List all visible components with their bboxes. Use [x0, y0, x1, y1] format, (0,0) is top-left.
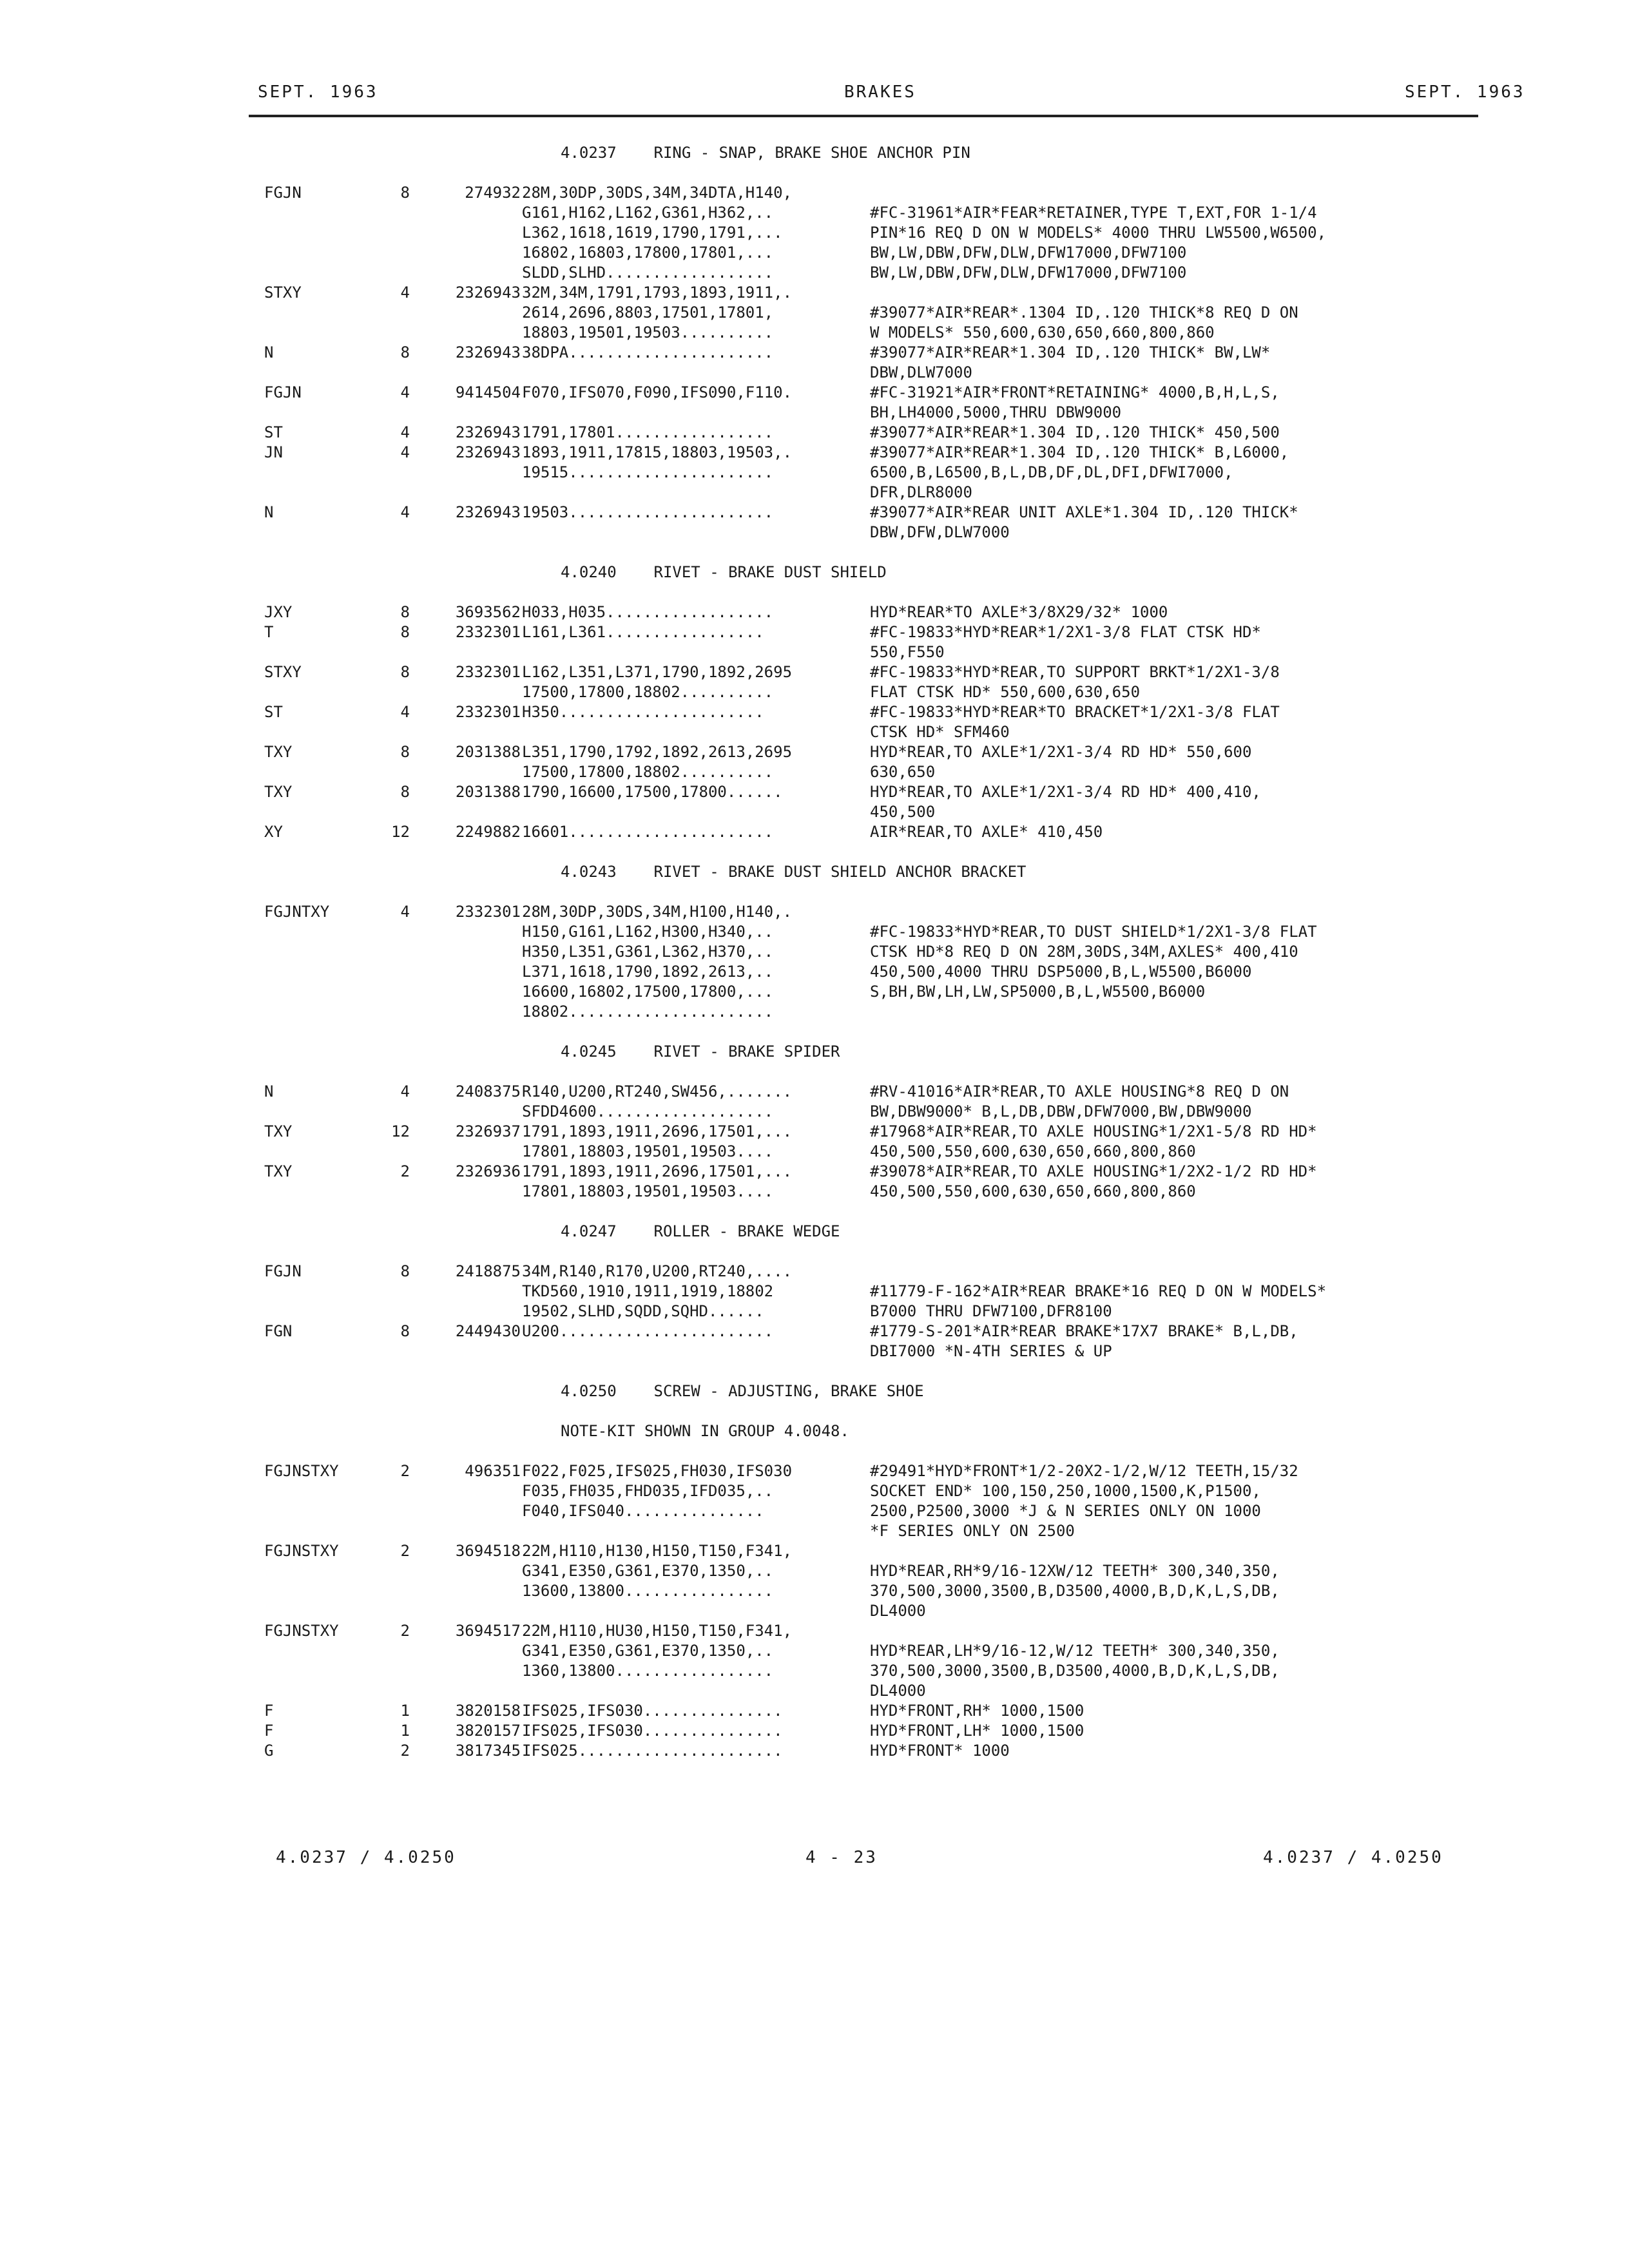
- section-note-line: [264, 1421, 1489, 1441]
- entry-line: [264, 1661, 1489, 1681]
- quantity: 2: [400, 1462, 410, 1480]
- remarks: DBW,DFW,DLW7000: [870, 523, 1010, 541]
- part-number: 2326943: [455, 503, 521, 521]
- model-codes: T: [264, 623, 274, 641]
- footer-range-right: 4.0237 / 4.0250: [1263, 1848, 1443, 1867]
- model-codes: F: [264, 1722, 274, 1740]
- remarks: #39077*AIR*REAR UNIT AXLE*1.304 ID,.120 THICK*: [870, 503, 1298, 521]
- remarks: CTSK HD*8 REQ D ON 28M,30DS,34M,AXLES* 400,410: [870, 943, 1298, 961]
- remarks: #FC-31961*AIR*FEAR*RETAINER,TYPE T,EXT,FOR 1-1/4: [870, 204, 1317, 222]
- entry-line: [264, 742, 1489, 762]
- model-list: TKD560,1910,1911,1919,18802: [522, 1282, 774, 1300]
- model-list: 2614,2696,8803,17501,17801,: [522, 303, 774, 322]
- quantity: 1: [400, 1722, 410, 1740]
- model-list: G341,E350,G361,E370,1350,..: [522, 1562, 774, 1580]
- section-caption: 4.0240 RIVET - BRAKE DUST SHIELD: [561, 563, 887, 581]
- model-list: L351,1790,1792,1892,2613,2695: [522, 743, 793, 761]
- remarks: #39078*AIR*REAR,TO AXLE HOUSING*1/2X2-1/2 RD HD*: [870, 1162, 1317, 1180]
- remarks: #39077*AIR*REAR*1.304 ID,.120 THICK* BW,LW*: [870, 343, 1271, 361]
- entry-line: [264, 1122, 1489, 1142]
- entry-line: [264, 403, 1489, 423]
- entry-line: [264, 343, 1489, 363]
- part-number: 3694518: [455, 1542, 521, 1560]
- section-caption-line: [264, 1042, 1489, 1062]
- model-codes: N: [264, 503, 274, 521]
- model-codes: JN: [264, 443, 283, 461]
- entry-line: [264, 1461, 1489, 1481]
- entry-line: [264, 642, 1489, 662]
- remarks: DL4000: [870, 1682, 926, 1700]
- spacer: [264, 842, 1489, 862]
- section-caption: 4.0245 RIVET - BRAKE SPIDER: [561, 1043, 840, 1061]
- remarks: 450,500,550,600,630,650,660,800,860: [870, 1182, 1196, 1200]
- entry-line: [264, 1102, 1489, 1122]
- part-number: 2326943: [455, 284, 521, 302]
- model-codes: N: [264, 343, 274, 361]
- remarks: HYD*REAR,TO AXLE*1/2X1-3/4 RD HD* 550,600: [870, 743, 1252, 761]
- remarks: S,BH,BW,LH,LW,SP5000,B,L,W5500,B6000: [870, 983, 1206, 1001]
- model-list: G161,H162,L162,G361,H362,..: [522, 204, 774, 222]
- part-number: 2326943: [455, 343, 521, 361]
- model-codes: TXY: [264, 1162, 293, 1180]
- header-date-left: SEPT. 1963: [258, 82, 378, 102]
- header-date-right: SEPT. 1963: [1405, 82, 1525, 102]
- entry-line: [264, 1601, 1489, 1621]
- entry-line: [264, 902, 1489, 922]
- section-caption-line: [264, 862, 1489, 882]
- model-codes: FGN: [264, 1322, 293, 1340]
- part-number: 2408375: [455, 1082, 521, 1100]
- quantity: 4: [400, 503, 410, 521]
- model-list: H350,L351,G361,L362,H370,..: [522, 943, 774, 961]
- entry-line: [264, 363, 1489, 383]
- part-number: 2326943: [455, 443, 521, 461]
- model-list: 1893,1911,17815,18803,19503,.: [522, 443, 793, 461]
- footer-range-left: 4.0237 / 4.0250: [276, 1848, 456, 1867]
- spacer: [264, 1441, 1489, 1461]
- part-number: 2332301: [455, 703, 521, 721]
- quantity: 4: [400, 903, 410, 921]
- model-list: L162,L351,L371,1790,1892,2695: [522, 663, 793, 681]
- entry-line: [264, 722, 1489, 742]
- entry-line: [264, 662, 1489, 682]
- part-number: 2326936: [455, 1162, 521, 1180]
- model-list: 34M,R140,R170,U200,RT240,....: [522, 1262, 793, 1280]
- model-codes: TXY: [264, 743, 293, 761]
- part-number: 274932: [465, 184, 521, 202]
- remarks: HYD*REAR,LH*9/16-12,W/12 TEETH* 300,340,350,: [870, 1642, 1280, 1660]
- remarks: BW,LW,DBW,DFW,DLW,DFW17000,DFW7100: [870, 244, 1187, 262]
- remarks: DL4000: [870, 1602, 926, 1620]
- spacer: [264, 1202, 1489, 1222]
- model-list: G341,E350,G361,E370,1350,..: [522, 1642, 774, 1660]
- model-codes: FGJNSTXY: [264, 1542, 339, 1560]
- entry-line: [264, 443, 1489, 463]
- model-codes: FGJN: [264, 383, 302, 401]
- model-codes: STXY: [264, 663, 302, 681]
- part-number: 9414504: [455, 383, 521, 401]
- section-note: NOTE-KIT SHOWN IN GROUP 4.0048.: [561, 1422, 849, 1440]
- entry-line: [264, 762, 1489, 782]
- model-codes: TXY: [264, 1122, 293, 1140]
- entry-line: [264, 1721, 1489, 1741]
- entry-line: [264, 702, 1489, 722]
- model-list: F070,IFS070,F090,IFS090,F110.: [522, 383, 793, 401]
- remarks: 630,650: [870, 763, 936, 781]
- model-list: 1791,17801.................: [522, 423, 774, 441]
- entry-line: [264, 1681, 1489, 1701]
- remarks: #17968*AIR*REAR,TO AXLE HOUSING*1/2X1-5/8 RD HD*: [870, 1122, 1317, 1140]
- model-list: F040,IFS040...............: [522, 1502, 764, 1520]
- remarks: W MODELS* 550,600,630,650,660,800,860: [870, 323, 1215, 341]
- model-codes: G: [264, 1742, 274, 1760]
- part-number: 2449430: [455, 1322, 521, 1340]
- quantity: 8: [400, 603, 410, 621]
- model-list: H033,H035..................: [522, 603, 774, 621]
- model-list: 22M,H110,HU30,H150,T150,F341,: [522, 1622, 793, 1640]
- model-list: 22M,H110,H130,H150,T150,F341,: [522, 1542, 793, 1560]
- model-list: 38DPA......................: [522, 343, 774, 361]
- entry-line: [264, 243, 1489, 263]
- spacer: [264, 1242, 1489, 1262]
- entry-line: [264, 263, 1489, 283]
- quantity: 8: [400, 623, 410, 641]
- model-list: SFDD4600...................: [522, 1102, 774, 1120]
- entry-line: [264, 682, 1489, 702]
- quantity: 8: [400, 1262, 410, 1280]
- remarks: 6500,B,L6500,B,L,DB,DF,DL,DFI,DFWI7000,: [870, 463, 1233, 481]
- entry-line: [264, 483, 1489, 503]
- remarks: 370,500,3000,3500,B,D3500,4000,B,D,K,L,S,DB,: [870, 1662, 1280, 1680]
- model-list: F035,FH035,FHD035,IFD035,..: [522, 1482, 774, 1500]
- part-number: 2031388: [455, 743, 521, 761]
- quantity: 8: [400, 184, 410, 202]
- entry-line: [264, 1302, 1489, 1321]
- model-list: IFS025......................: [522, 1742, 783, 1760]
- part-number: 496351: [465, 1462, 521, 1480]
- remarks: AIR*REAR,TO AXLE* 410,450: [870, 823, 1103, 841]
- model-list: IFS025,IFS030...............: [522, 1722, 783, 1740]
- spacer: [264, 882, 1489, 902]
- quantity: 8: [400, 663, 410, 681]
- remarks: #FC-19833*HYD*REAR*1/2X1-3/8 FLAT CTSK HD*: [870, 623, 1261, 641]
- quantity: 4: [400, 443, 410, 461]
- model-list: L161,L361.................: [522, 623, 764, 641]
- entry-line: [264, 203, 1489, 223]
- entry-line: [264, 523, 1489, 543]
- remarks: #FC-19833*HYD*REAR*TO BRACKET*1/2X1-3/8 FLAT: [870, 703, 1280, 721]
- spacer: [264, 1062, 1489, 1082]
- entry-line: [264, 1741, 1489, 1761]
- part-number: 3694517: [455, 1622, 521, 1640]
- entry-line: [264, 423, 1489, 443]
- model-codes: FGJNTXY: [264, 903, 330, 921]
- remarks: 2500,P2500,3000 *J & N SERIES ONLY ON 1000: [870, 1502, 1261, 1520]
- entry-line: [264, 383, 1489, 403]
- model-list: 17801,18803,19501,19503....: [522, 1182, 774, 1200]
- entry-line: [264, 1501, 1489, 1521]
- section-caption-line: [264, 562, 1489, 582]
- remarks: #11779-F-162*AIR*REAR BRAKE*16 REQ D ON W MODELS*: [870, 1282, 1327, 1300]
- remarks: PIN*16 REQ D ON W MODELS* 4000 THRU LW5500,W6500,: [870, 224, 1327, 242]
- entry-line: [264, 822, 1489, 842]
- remarks: HYD*FRONT,RH* 1000,1500: [870, 1702, 1084, 1720]
- model-codes: FGJN: [264, 184, 302, 202]
- remarks: FLAT CTSK HD* 550,600,630,650: [870, 683, 1141, 701]
- model-list: 16600,16802,17500,17800,...: [522, 983, 774, 1001]
- model-list: 17500,17800,18802..........: [522, 683, 774, 701]
- remarks: HYD*REAR,RH*9/16-12XW/12 TEETH* 300,340,350,: [870, 1562, 1280, 1580]
- spacer: [264, 1022, 1489, 1042]
- model-list: 16601......................: [522, 823, 774, 841]
- entry-line: [264, 1581, 1489, 1601]
- entry-line: [264, 1262, 1489, 1282]
- spacer: [264, 1361, 1489, 1381]
- entry-line: [264, 503, 1489, 523]
- remarks: HYD*REAR*TO AXLE*3/8X29/32* 1000: [870, 603, 1168, 621]
- part-number: 3820157: [455, 1722, 521, 1740]
- quantity: 2: [400, 1622, 410, 1640]
- entry-line: [264, 1541, 1489, 1561]
- part-number: 2332301: [455, 663, 521, 681]
- model-list: 32M,34M,1791,1793,1893,1911,.: [522, 284, 793, 302]
- entry-line: [264, 622, 1489, 642]
- part-number: 2326943: [455, 423, 521, 441]
- section-caption: 4.0243 RIVET - BRAKE DUST SHIELD ANCHOR BRACKET: [561, 863, 1027, 881]
- entry-line: [264, 1082, 1489, 1102]
- model-list: R140,U200,RT240,SW456,.......: [522, 1082, 793, 1100]
- entry-line: [264, 1621, 1489, 1641]
- entry-line: [264, 802, 1489, 822]
- section-caption: 4.0247 ROLLER - BRAKE WEDGE: [561, 1222, 840, 1240]
- remarks: HYD*REAR,TO AXLE*1/2X1-3/4 RD HD* 400,410,: [870, 783, 1261, 801]
- entry-line: [264, 283, 1489, 303]
- entry-line: [264, 1561, 1489, 1581]
- model-list: 28M,30DP,30DS,34M,34DTA,H140,: [522, 184, 793, 202]
- remarks: 450,500,550,600,630,650,660,800,860: [870, 1142, 1196, 1160]
- entry-line: [264, 1142, 1489, 1162]
- remarks: BW,DBW9000* B,L,DB,DBW,DFW7000,BW,DBW9000: [870, 1102, 1252, 1120]
- remarks: 550,F550: [870, 643, 945, 661]
- part-number: 2332301: [455, 903, 521, 921]
- model-list: IFS025,IFS030...............: [522, 1702, 783, 1720]
- quantity: 12: [391, 823, 410, 841]
- part-number: 2418875: [455, 1262, 521, 1280]
- remarks: #39077*AIR*REAR*.1304 ID,.120 THICK*8 REQ D ON: [870, 303, 1298, 322]
- quantity: 4: [400, 423, 410, 441]
- part-number: 2249882: [455, 823, 521, 841]
- model-list: SLDD,SLHD..................: [522, 264, 774, 282]
- model-list: L362,1618,1619,1790,1791,...: [522, 224, 783, 242]
- model-list: 16802,16803,17800,17801,...: [522, 244, 774, 262]
- remarks: HYD*FRONT* 1000: [870, 1742, 1010, 1760]
- quantity: 1: [400, 1702, 410, 1720]
- remarks: 450,500,4000 THRU DSP5000,B,L,W5500,B6000: [870, 963, 1252, 981]
- quantity: 12: [391, 1122, 410, 1140]
- model-codes: STXY: [264, 284, 302, 302]
- entry-line: [264, 1162, 1489, 1182]
- entry-line: [264, 1282, 1489, 1302]
- entry-line: [264, 323, 1489, 343]
- part-number: 2332301: [455, 623, 521, 641]
- model-codes: FGJNSTXY: [264, 1462, 339, 1480]
- entry-line: [264, 1521, 1489, 1541]
- quantity: 8: [400, 783, 410, 801]
- parts-list: [264, 143, 1489, 1761]
- header-rule: [249, 115, 1478, 117]
- spacer: [264, 582, 1489, 602]
- remarks: #1779-S-201*AIR*REAR BRAKE*17X7 BRAKE* B,L,DB,: [870, 1322, 1298, 1340]
- quantity: 2: [400, 1742, 410, 1760]
- remarks: DBI7000 *N-4TH SERIES & UP: [870, 1342, 1112, 1360]
- model-list: 1790,16600,17500,17800......: [522, 783, 783, 801]
- model-codes: ST: [264, 703, 283, 721]
- model-list: 18802......................: [522, 1003, 774, 1021]
- model-list: 1360,13800.................: [522, 1662, 774, 1680]
- entry-line: [264, 1641, 1489, 1661]
- entry-line: [264, 982, 1489, 1002]
- entry-line: [264, 1321, 1489, 1341]
- section-caption: 4.0237 RING - SNAP, BRAKE SHOE ANCHOR PIN: [561, 144, 970, 162]
- remarks: BW,LW,DBW,DFW,DLW,DFW17000,DFW7100: [870, 264, 1187, 282]
- quantity: 8: [400, 343, 410, 361]
- entry-line: [264, 942, 1489, 962]
- part-number: 3817345: [455, 1742, 521, 1760]
- remarks: #39077*AIR*REAR*1.304 ID,.120 THICK* B,L6000,: [870, 443, 1289, 461]
- model-list: H350......................: [522, 703, 764, 721]
- model-codes: TXY: [264, 783, 293, 801]
- section-caption-line: [264, 1222, 1489, 1242]
- quantity: 2: [400, 1162, 410, 1180]
- entry-line: [264, 1701, 1489, 1721]
- entry-line: [264, 602, 1489, 622]
- part-number: 2031388: [455, 783, 521, 801]
- quantity: 4: [400, 703, 410, 721]
- entry-line: [264, 463, 1489, 483]
- remarks: DBW,DLW7000: [870, 363, 972, 381]
- remarks: DFR,DLR8000: [870, 483, 972, 501]
- model-list: 1791,1893,1911,2696,17501,...: [522, 1162, 793, 1180]
- model-list: 28M,30DP,30DS,34M,H100,H140,.: [522, 903, 793, 921]
- spacer: [264, 543, 1489, 562]
- part-number: 3820158: [455, 1702, 521, 1720]
- section-caption-line: [264, 143, 1489, 163]
- remarks: #FC-19833*HYD*REAR,TO SUPPORT BRKT*1/2X1-3/8: [870, 663, 1280, 681]
- model-codes: F: [264, 1702, 274, 1720]
- remarks: B7000 THRU DFW7100,DFR8100: [870, 1302, 1112, 1320]
- entry-line: [264, 1481, 1489, 1501]
- remarks: CTSK HD* SFM460: [870, 723, 1010, 741]
- part-number: 3693562: [455, 603, 521, 621]
- entry-line: [264, 223, 1489, 243]
- model-list: F022,F025,IFS025,FH030,IFS030: [522, 1462, 793, 1480]
- remarks: BH,LH4000,5000,THRU DBW9000: [870, 403, 1122, 421]
- page-number: 4 - 23: [805, 1848, 878, 1867]
- model-codes: ST: [264, 423, 283, 441]
- model-list: 18803,19501,19503..........: [522, 323, 774, 341]
- entry-line: [264, 782, 1489, 802]
- model-list: 19502,SLHD,SQDD,SQHD......: [522, 1302, 764, 1320]
- model-list: 13600,13800................: [522, 1582, 774, 1600]
- quantity: 4: [400, 383, 410, 401]
- model-list: 17801,18803,19501,19503....: [522, 1142, 774, 1160]
- model-list: U200.......................: [522, 1322, 774, 1340]
- part-number: 2326937: [455, 1122, 521, 1140]
- model-list: 1791,1893,1911,2696,17501,...: [522, 1122, 793, 1140]
- remarks: 370,500,3000,3500,B,D3500,4000,B,D,K,L,S,DB,: [870, 1582, 1280, 1600]
- quantity: 2: [400, 1542, 410, 1560]
- entry-line: [264, 1341, 1489, 1361]
- spacer: [264, 163, 1489, 183]
- model-codes: FGJN: [264, 1262, 302, 1280]
- remarks: #39077*AIR*REAR*1.304 ID,.120 THICK* 450,500: [870, 423, 1280, 441]
- entry-line: [264, 183, 1489, 203]
- model-codes: N: [264, 1082, 274, 1100]
- remarks: #FC-31921*AIR*FRONT*RETAINING* 4000,B,H,L,S,: [870, 383, 1280, 401]
- model-list: 19515......................: [522, 463, 774, 481]
- entry-line: [264, 303, 1489, 323]
- quantity: 8: [400, 1322, 410, 1340]
- section-caption-line: [264, 1381, 1489, 1401]
- model-codes: JXY: [264, 603, 293, 621]
- remarks: #29491*HYD*FRONT*1/2-20X2-1/2,W/12 TEETH,15/32: [870, 1462, 1298, 1480]
- remarks: HYD*FRONT,LH* 1000,1500: [870, 1722, 1084, 1740]
- model-codes: FGJNSTXY: [264, 1622, 339, 1640]
- model-list: 17500,17800,18802..........: [522, 763, 774, 781]
- entry-line: [264, 922, 1489, 942]
- entry-line: [264, 962, 1489, 982]
- model-codes: XY: [264, 823, 283, 841]
- entry-line: [264, 1182, 1489, 1202]
- spacer: [264, 1401, 1489, 1421]
- model-list: 19503......................: [522, 503, 774, 521]
- section-caption: 4.0250 SCREW - ADJUSTING, BRAKE SHOE: [561, 1382, 924, 1400]
- model-list: H150,G161,L162,H300,H340,..: [522, 923, 774, 941]
- entry-line: [264, 1002, 1489, 1022]
- quantity: 4: [400, 1082, 410, 1100]
- remarks: 450,500: [870, 803, 936, 821]
- remarks: SOCKET END* 100,150,250,1000,1500,K,P1500,: [870, 1482, 1261, 1500]
- header-title: BRAKES: [844, 82, 916, 102]
- quantity: 4: [400, 284, 410, 302]
- model-list: L371,1618,1790,1892,2613,..: [522, 963, 774, 981]
- remarks: #RV-41016*AIR*REAR,TO AXLE HOUSING*8 REQ D ON: [870, 1082, 1289, 1100]
- remarks: *F SERIES ONLY ON 2500: [870, 1522, 1075, 1540]
- quantity: 8: [400, 743, 410, 761]
- remarks: #FC-19833*HYD*REAR,TO DUST SHIELD*1/2X1-3/8 FLAT: [870, 923, 1317, 941]
